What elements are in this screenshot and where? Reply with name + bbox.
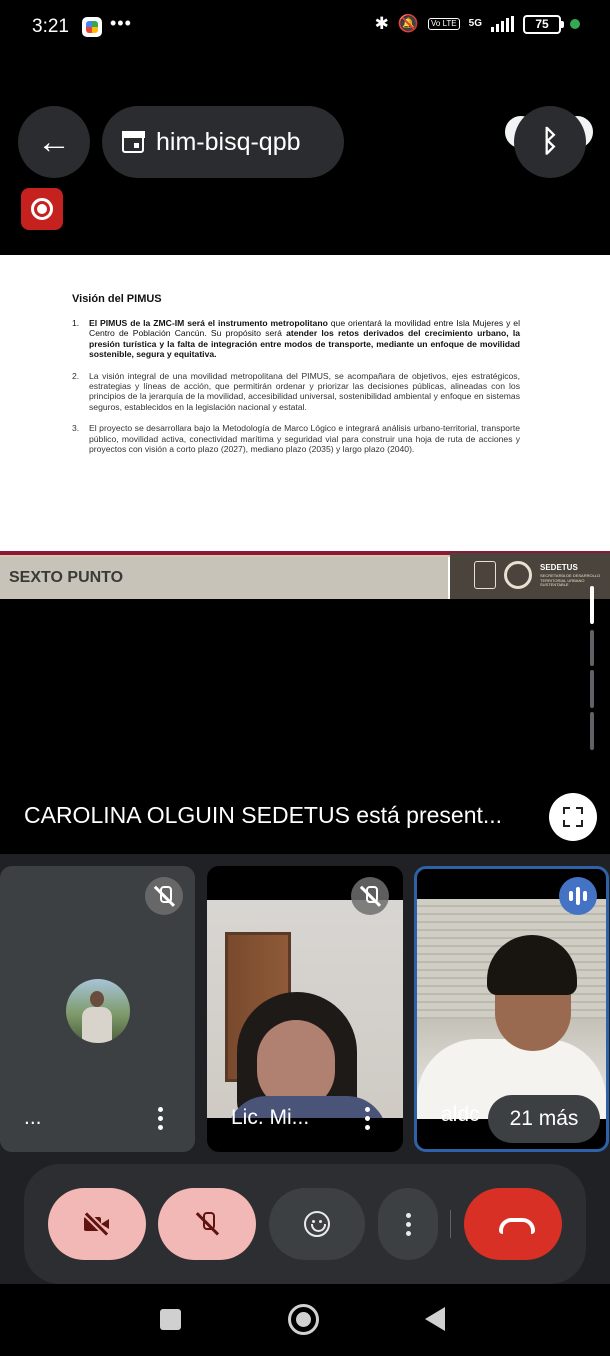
muted-badge <box>351 877 389 915</box>
presenter-banner: CAROLINA OLGUIN SEDETUS está present... <box>24 802 503 828</box>
volte-icon: Vo LTE <box>428 18 460 30</box>
slide-footer <box>0 557 448 599</box>
muted-badge <box>145 877 183 915</box>
participant-video <box>417 899 606 1119</box>
state-seal-icon <box>474 561 496 589</box>
slide-item-text: La visión integral de una movilidad metropolitana del PIMUS, se acompañara de objetivos, ejes estratégicos, estrategias y líneas de acción, que permitirán ordenar y priorizar las decisiones públicas, alineadas con los principios de la jerarquía de la movilidad, accesibilidad universal, sostenibilidad ambiental y enfoque en sistemas seguros, establecidos en la legislación nacional y estatal. <box>89 370 520 412</box>
camera-toggle-button[interactable] <box>48 1188 146 1260</box>
scroll-indicator <box>590 670 594 708</box>
participant-video <box>207 900 403 1118</box>
video-off-icon <box>84 1215 110 1233</box>
end-call-button[interactable] <box>464 1188 562 1260</box>
arrow-left-icon: ← <box>37 122 71 161</box>
more-options-button[interactable] <box>378 1188 438 1260</box>
slide-title: Visión del PIMUS <box>72 293 162 305</box>
scroll-indicator <box>590 712 594 750</box>
status-bar <box>0 0 610 54</box>
bluetooth-icon: ᛒ <box>541 125 559 158</box>
tile-more-button[interactable] <box>156 1107 164 1130</box>
record-icon <box>31 198 53 220</box>
reactions-button[interactable] <box>269 1188 365 1260</box>
privacy-indicator-dot <box>570 19 580 29</box>
signal-icon <box>491 16 514 32</box>
status-indicators <box>375 14 580 34</box>
sedetus-logo <box>450 553 610 599</box>
home-button[interactable] <box>288 1304 319 1335</box>
fullscreen-icon <box>563 807 583 827</box>
presentation-area <box>0 54 610 854</box>
back-button[interactable] <box>18 106 90 178</box>
divider <box>450 1210 451 1238</box>
slide-list <box>72 318 520 465</box>
bluetooth-icon: ✱ <box>374 14 389 33</box>
fullscreen-button[interactable] <box>549 793 597 841</box>
participant-tile[interactable] <box>0 866 195 1152</box>
emoji-icon <box>304 1211 330 1237</box>
battery-level: 75 <box>523 15 561 34</box>
slide-item-text: El proyecto se desarrollara bajo la Metodología de Marco Lógico e integrará análisis urbano-territorial, transporte público, movilidad activa, conectividad marítima y seguridad vial para construir una hoja de ruta de acciones y proyectos con visión a corto plazo (2027), mediano plazo (2035) y largo plazo (2040). <box>89 423 520 455</box>
logo-subtitle: SECRETARÍA DE DESARROLLO TERRITORIAL URBANO SUSTENTABLE <box>540 573 601 588</box>
slide-footer-label: SEXTO PUNTO <box>9 569 124 586</box>
slide-item-bold: El PIMUS de la ZMC-IM será el instrumento metropolitano <box>89 318 328 328</box>
network-type: 5G <box>468 18 482 29</box>
mic-off-icon <box>195 1211 219 1237</box>
participant-name: ... <box>24 1106 42 1129</box>
avatar <box>66 979 130 1043</box>
call-controls <box>24 1164 586 1284</box>
status-more-notifications: ••• <box>110 13 132 33</box>
calendar-icon <box>122 131 144 153</box>
participant-tile-active-speaker[interactable] <box>414 866 609 1152</box>
slide-item-number: 2. <box>72 370 80 381</box>
more-participants-button[interactable]: 21 más <box>488 1095 600 1143</box>
shared-slide <box>0 255 610 599</box>
notifications-off-icon: 🔕 <box>397 14 419 33</box>
meeting-info-button[interactable] <box>102 106 344 178</box>
participant-name: Lic. Mi... <box>231 1106 310 1129</box>
navigation-bar <box>0 1284 610 1356</box>
microphone-toggle-button[interactable] <box>158 1188 256 1260</box>
meeting-code: him-bisq-qpb <box>156 127 301 156</box>
call-end-icon <box>499 1218 527 1230</box>
scroll-indicator <box>590 586 594 624</box>
recording-indicator[interactable] <box>21 188 63 230</box>
participant-tile[interactable] <box>207 866 403 1152</box>
back-nav-button[interactable] <box>425 1307 445 1331</box>
scroll-indicator <box>590 630 594 666</box>
participant-name: aldc <box>441 1103 480 1126</box>
quintana-roo-logo-icon <box>504 561 532 589</box>
status-time: 3:21 <box>32 16 69 37</box>
slide-item-number: 3. <box>72 423 80 434</box>
speaking-indicator <box>559 877 597 915</box>
google-meet-notification-icon <box>82 17 102 37</box>
audio-output-button[interactable] <box>514 106 586 178</box>
slide-item <box>72 371 520 413</box>
mic-off-icon <box>153 885 175 907</box>
slide-item <box>72 318 520 360</box>
slide-item <box>72 423 520 454</box>
slide-item-bold: atender los retos derivados del crecimiento urbano, la presión turística y la falta de integración entre modos de transporte, mediante un enfoque de movilidad sostenible, segura y equitativa. <box>89 328 520 360</box>
recent-apps-button[interactable] <box>160 1309 181 1330</box>
slide-item-text: que orientará la movilidad entre Isla Mujeres y el Centro de Población Cancún. Su propósito será <box>89 318 520 339</box>
more-vert-icon <box>406 1213 411 1236</box>
tile-more-button[interactable] <box>363 1107 371 1130</box>
logo-name: SEDETUS <box>540 563 578 572</box>
slide-item-number: 1. <box>72 318 80 328</box>
mic-off-icon <box>359 885 381 907</box>
